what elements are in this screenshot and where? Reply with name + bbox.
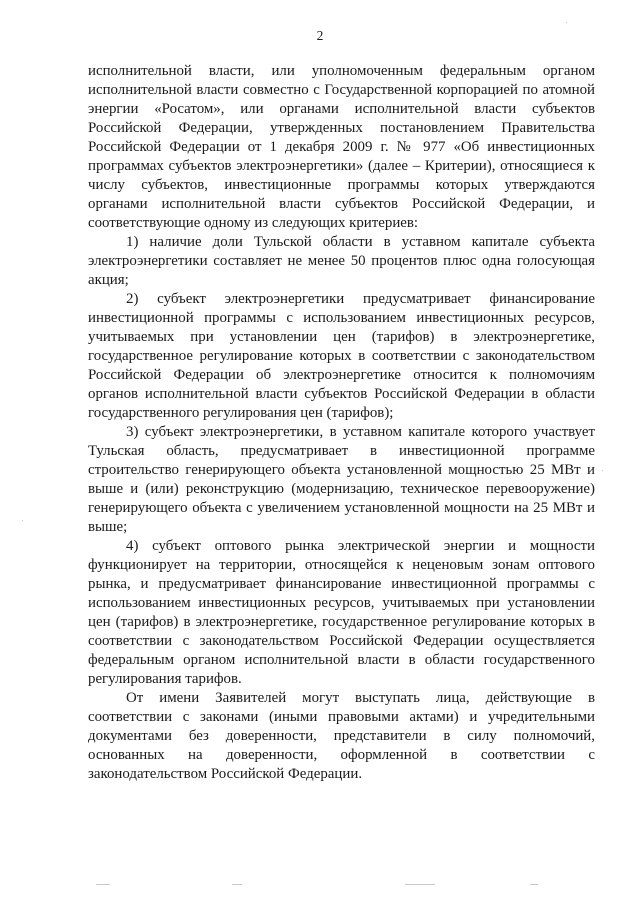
paragraph-criteria-intro: исполнительной власти, или уполномоченным федеральным органом исполнительной власти совместно с Государственной корпорацией по атомной энергии «Росатом», или органами исполнительной власти субъектов Российской Федерации, утвержденных постановлением Правительства Российской Федерации от 1 декабря 2009 г. № 977 «Об инвестиционных программах субъектов электроэнергетики» (далее – Критерии), относящиеся к числу субъектов, инвестиционные программы которых утверждаются органами исполнительной власти субъектов Российской Федерации, и соответствующие одному из следующих критериев: bbox=[88, 63, 595, 231]
scan-speck bbox=[96, 884, 110, 885]
scan-speck bbox=[232, 884, 242, 885]
paragraph-criterion-4: 4) субъект оптового рынка электрической энергии и мощности функционирует на территории, относящейся к неценовым зонам оптового рынка, и предусматривает финансирование инвестиционной программы с использованием инвестиционных ресурсов, учитываемых при установлении цен (тарифов) в электроэнергетике, государственное регулирование которых в соответствии с законодательством Российской Федерации осуществляется федеральным органом исполнительной власти в области государственного регулирования тарифов. bbox=[88, 538, 595, 687]
scan-speck bbox=[22, 520, 23, 521]
scan-speck bbox=[566, 22, 567, 23]
document-body bbox=[88, 62, 595, 784]
scan-speck bbox=[530, 884, 538, 885]
page-number: 2 bbox=[316, 28, 324, 43]
paragraph-criterion-1: 1) наличие доли Тульской области в уставном капитале субъекта электроэнергетики составляет не менее 50 процентов плюс одна голосующая акция; bbox=[88, 234, 595, 288]
paragraph-criterion-3: 3) субъект электроэнергетики, в уставном капитале которого участвует Тульская область, предусматривает в инвестиционной программе строительство генерирующего объекта установленной мощностью 25 МВт и выше и (или) реконструкцию (модернизацию, техническое перевооружение) генерирующего объекта с увеличением установленной мощности на 25 МВт и выше; bbox=[88, 424, 595, 535]
paragraph-criterion-2: 2) субъект электроэнергетики предусматривает финансирование инвестиционной программы с использованием инвестиционных ресурсов, учитываемых при установлении цен (тарифов) в электроэнергетике, государственное регулирование которых в соответствии с законодательством Российской Федерации об электроэнергетике относится к полномочиям органов исполнительной власти субъектов Российской Федерации в области государственного регулирования цен (тарифов); bbox=[88, 291, 595, 421]
scan-speck bbox=[602, 470, 603, 471]
paragraph-applicant-representatives: От имени Заявителей могут выступать лица, действующие в соответствии с законами (иными правовыми актами) и учредительными документами без доверенности, представители в силу полномочий, основанных на доверенности, оформленной в соответствии с законодательством Российской Федерации. bbox=[88, 690, 595, 782]
scan-speck bbox=[405, 884, 435, 885]
